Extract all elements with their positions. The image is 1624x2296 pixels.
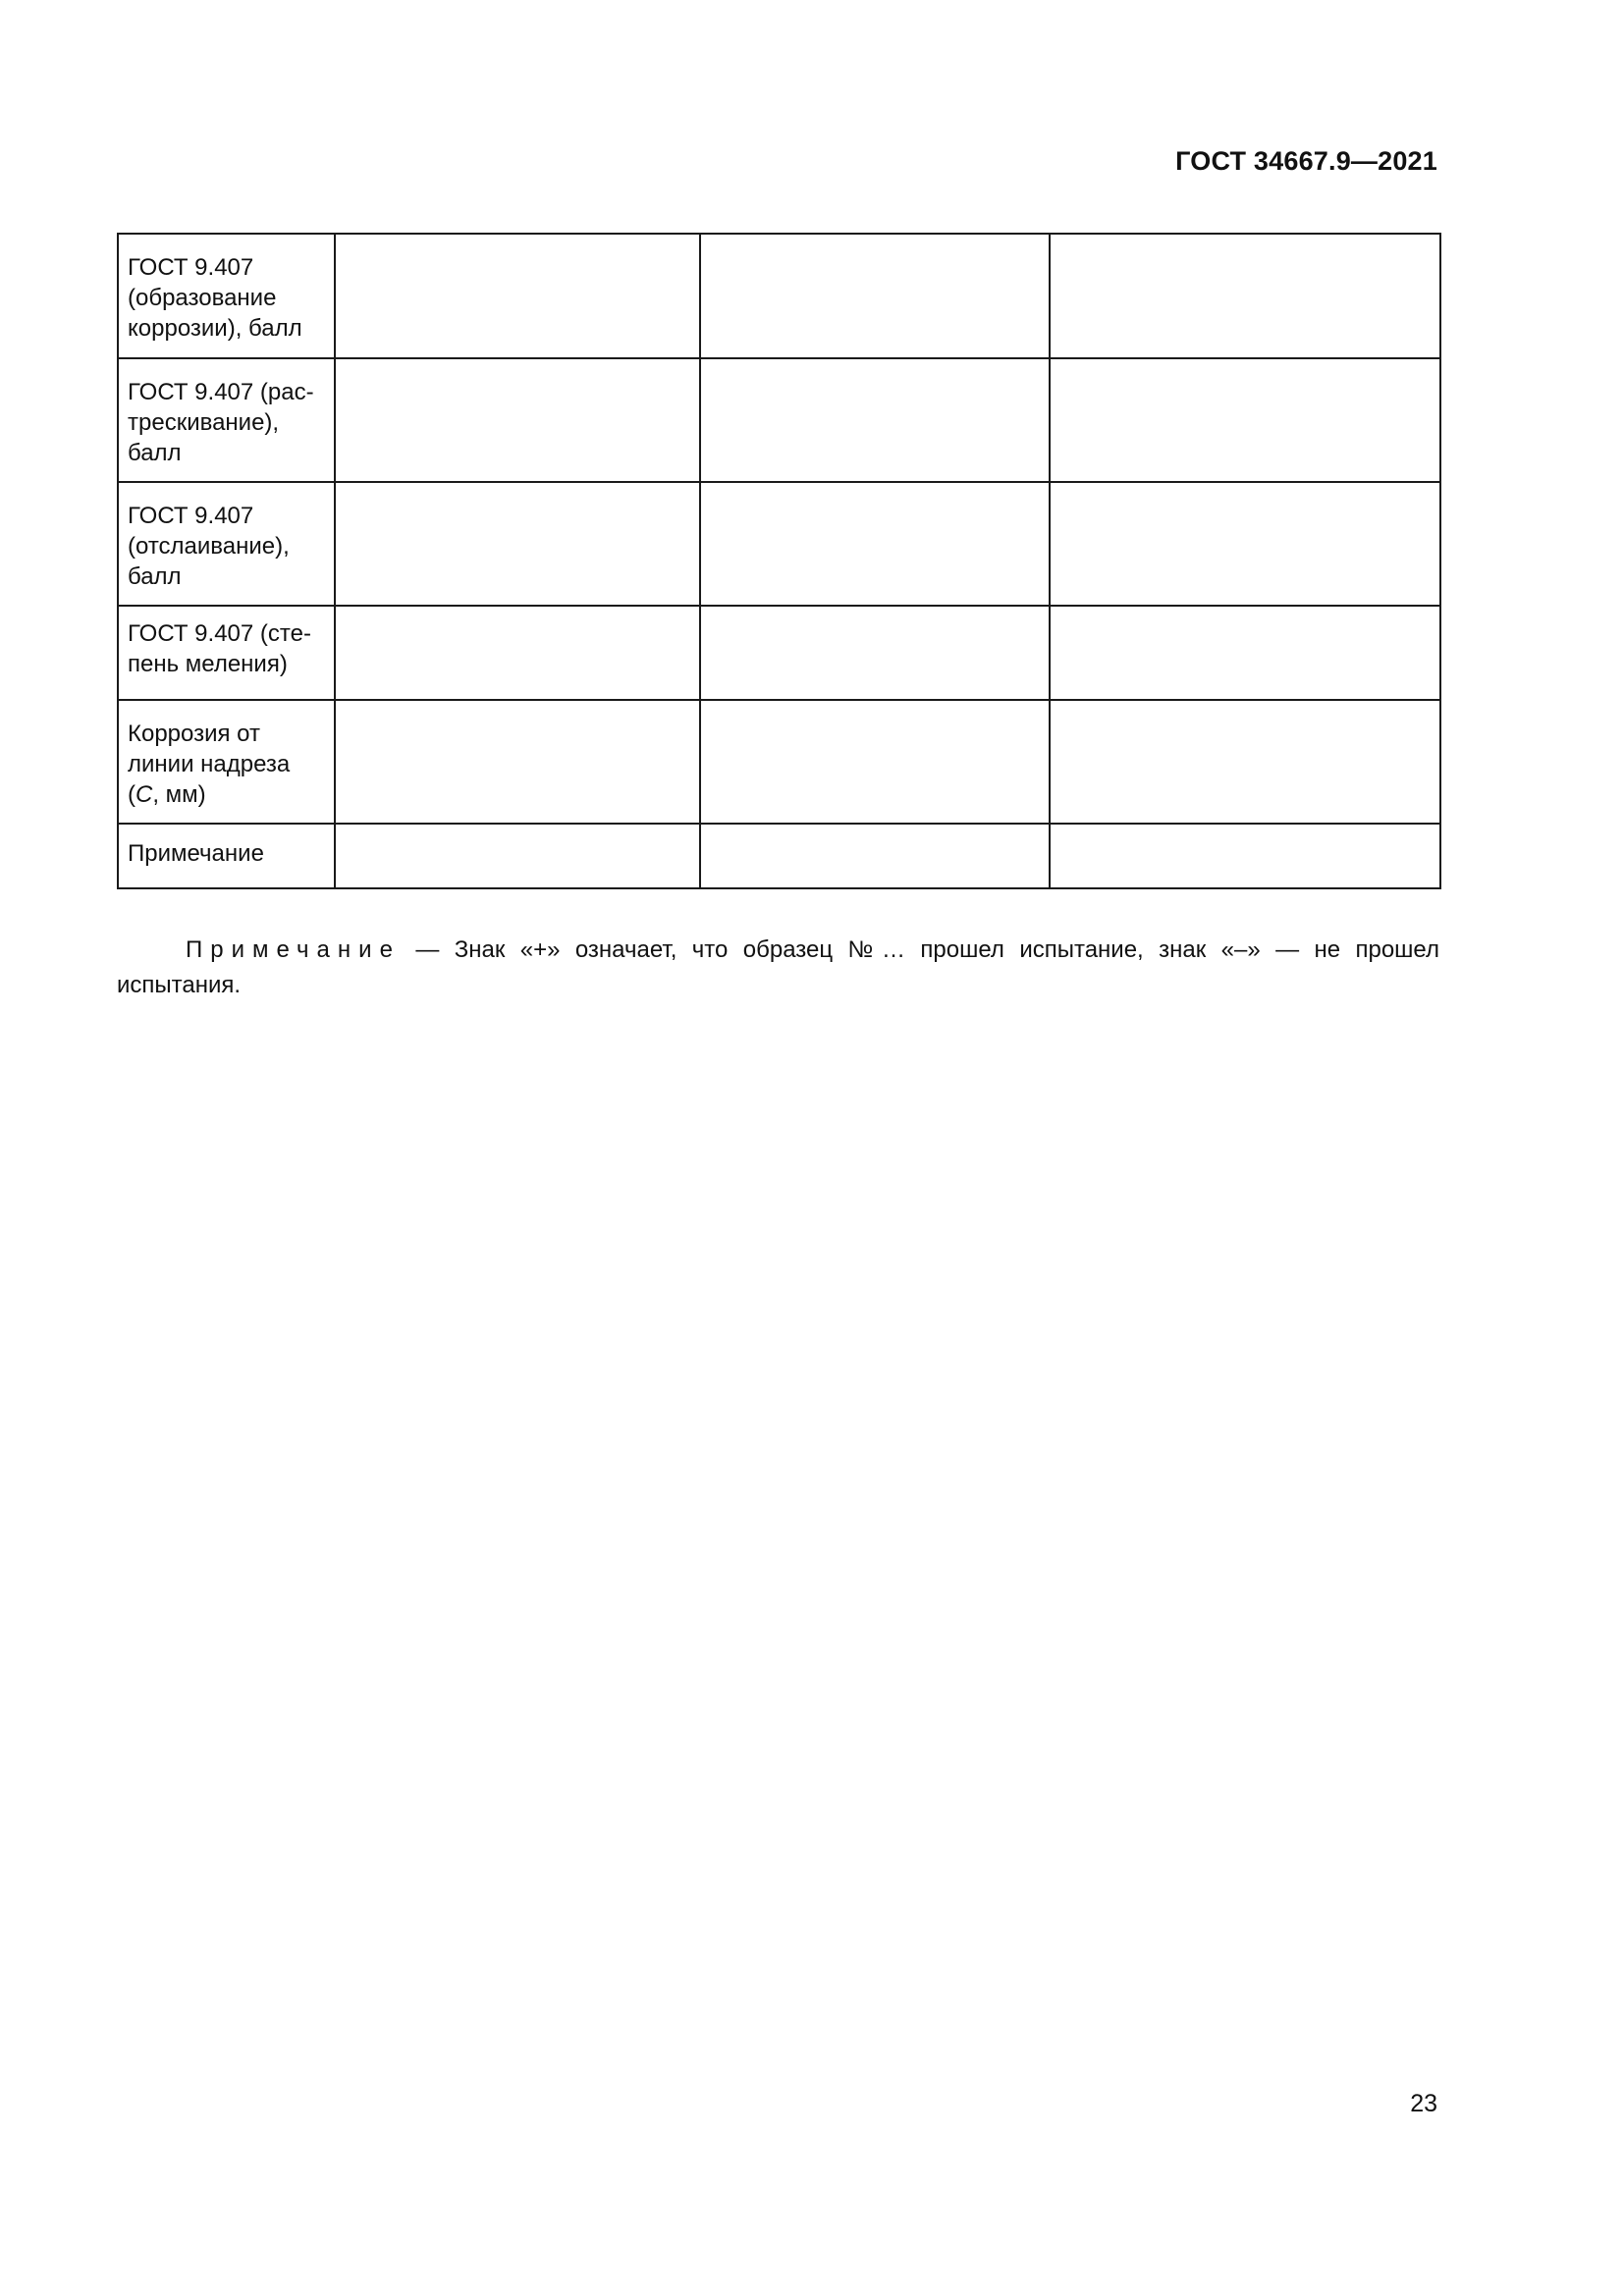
table-row (118, 234, 1440, 358)
note-label: Примечание (186, 936, 401, 963)
table-cell (1050, 700, 1440, 824)
row-label-line: коррозии), балл (128, 315, 302, 342)
table-cell (700, 824, 1050, 888)
page-number: 23 (1410, 2090, 1437, 2117)
table-row (118, 358, 1440, 482)
table-row (118, 700, 1440, 824)
table-cell (700, 606, 1050, 700)
row-label-cell (118, 606, 335, 700)
row-label-cell (118, 700, 335, 824)
row-label-line: Коррозия от (128, 721, 260, 747)
table-cell (335, 606, 700, 700)
table-cell (1050, 606, 1440, 700)
table-row (118, 824, 1440, 888)
table-cell (1050, 234, 1440, 358)
document-code-header: ГОСТ 34667.9—2021 (1175, 146, 1437, 176)
row-label-line: ГОСТ 9.407 (сте- (128, 620, 311, 647)
table-cell (335, 234, 700, 358)
row-label-line (128, 779, 325, 810)
row-label-line: (отслаивание), (128, 533, 290, 560)
table-row (118, 482, 1440, 606)
unit-symbol: С (135, 781, 153, 808)
table-cell (700, 700, 1050, 824)
row-label-line: линии надреза (128, 751, 291, 777)
row-label-line: балл (128, 440, 182, 466)
row-label-cell (118, 234, 335, 358)
row-label-line: ГОСТ 9.407 (128, 254, 254, 281)
table-cell (1050, 482, 1440, 606)
table-row (118, 606, 1440, 700)
unit-close: , мм) (152, 781, 206, 808)
row-label-line: трескивание), (128, 409, 280, 436)
table-cell (700, 482, 1050, 606)
table-cell (335, 482, 700, 606)
row-label-line: пень меления) (128, 651, 288, 677)
table-cell (1050, 358, 1440, 482)
table-cell (335, 358, 700, 482)
unit-open: ( (128, 781, 135, 808)
row-label-cell (118, 358, 335, 482)
test-results-table (117, 233, 1441, 889)
row-label-cell (118, 482, 335, 606)
table-cell (335, 700, 700, 824)
row-label-line: балл (128, 563, 182, 590)
table-cell (1050, 824, 1440, 888)
row-label-line: ГОСТ 9.407 (рас- (128, 379, 314, 405)
table-cell (700, 234, 1050, 358)
table-note (117, 933, 1439, 1003)
table-cell (700, 358, 1050, 482)
note-text: — Знак «+» означает, что образец №… прошел испытание, знак «–» — не прошел испытания. (117, 936, 1439, 998)
row-label-cell (118, 824, 335, 888)
row-label-line: Примечание (128, 840, 264, 867)
row-label-line: ГОСТ 9.407 (128, 503, 254, 529)
row-label-line: (образование (128, 285, 277, 311)
table-cell (335, 824, 700, 888)
